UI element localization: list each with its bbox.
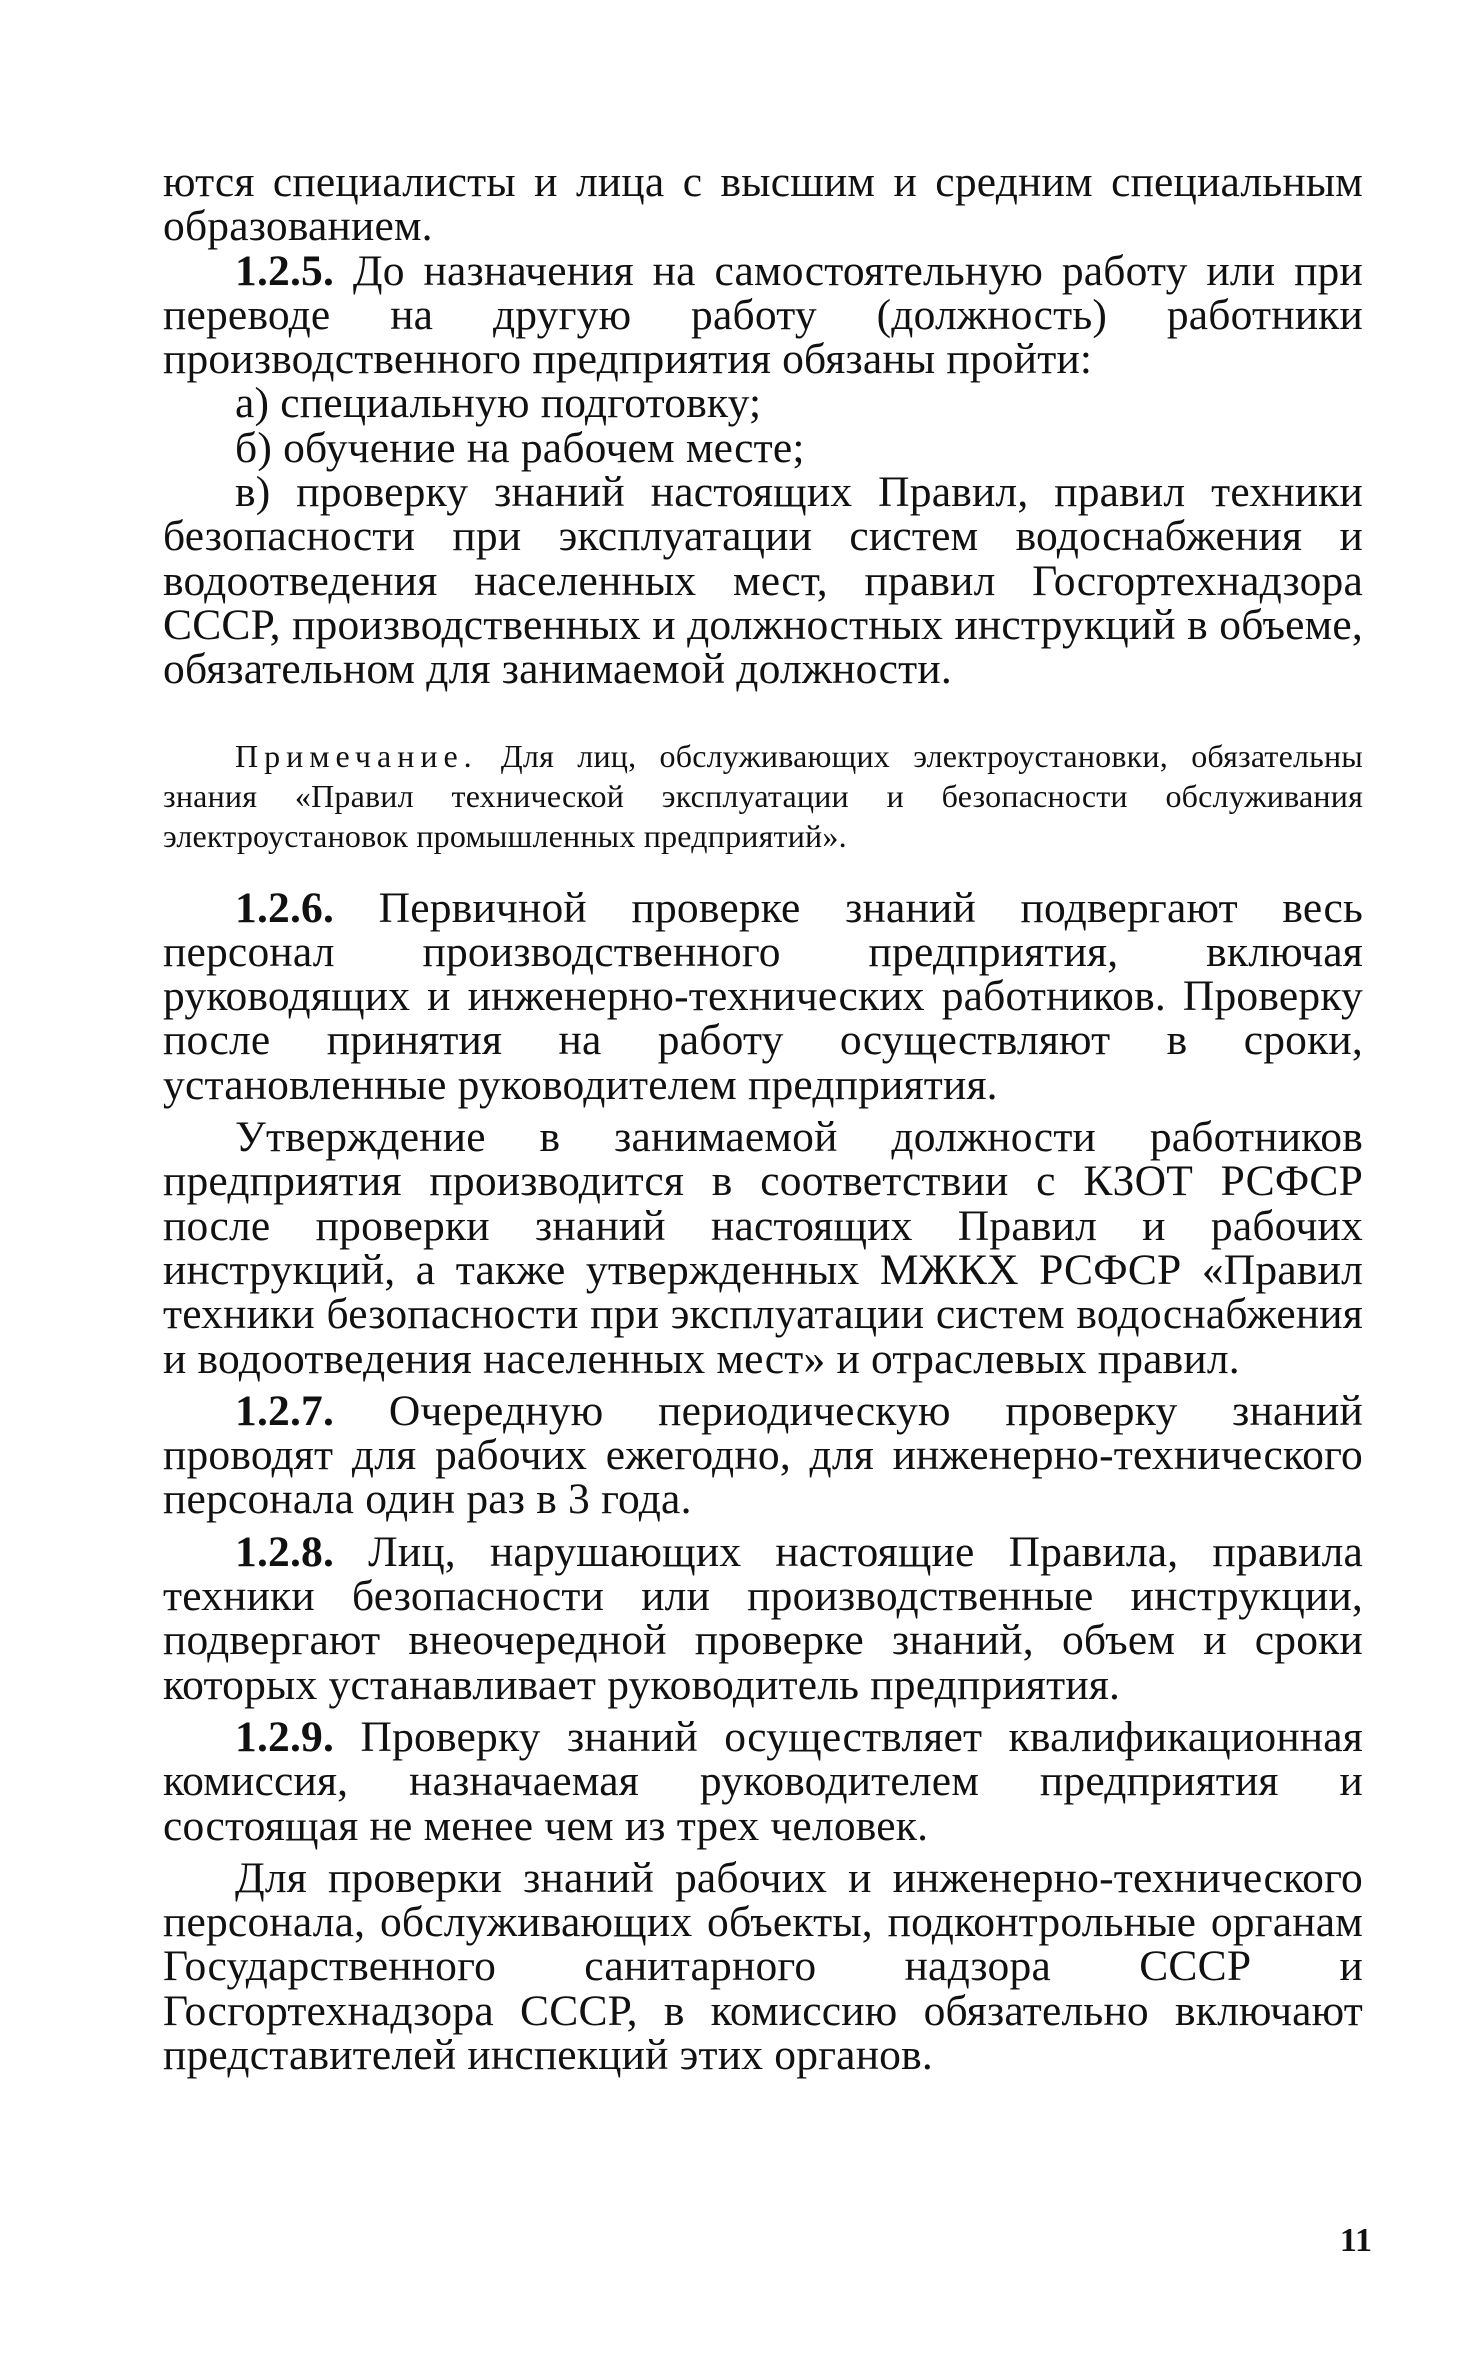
paragraph-commission: Для проверки знаний рабочих и инженерно-технического персонала, обслуживающих объекты, подконтрольные органам Государственного санитарного надзора СССР и Госгортехнадзора СССР, в комиссию обязательно включают представителей инспекций этих органов. (163, 1853, 1363, 2079)
paragraph-text: Проверку знаний осуществляет квалификационная комиссия, назначаемая руководителем предприятия и состоящая не менее чем из трех человек. (163, 1712, 1363, 1850)
section-number: 1.2.5. (235, 246, 335, 295)
paragraph-approval: Утверждение в занимаемой должности работников предприятия производится в соответствии с КЗОТ РСФСР после проверки знаний настоящих Правил и рабочих инструкций, а также утвержденных МЖКХ РСФСР «Правил техники безопасности при эксплуатации систем водоснабжения и водоотведения населенных мест» и отраслевых правил. (163, 1113, 1363, 1383)
section-number: 1.2.7. (235, 1386, 335, 1435)
paragraph-text: До назначения на самостоятельную работу или при переводе на другую работу (должность) работники производственного предприятия обязаны пройти: (163, 246, 1363, 384)
list-item-c: в) проверку знаний настоящих Правил, правил техники безопасности при эксплуатации систем водоснабжения и водоотведения населенных мест, правил Госгортехнадзора СССР, производственных и должностных инструкций в объеме, обязательном для занимаемой должности. (163, 468, 1363, 694)
paragraph-1-2-9 (163, 1712, 1363, 1850)
page-number: 11 (1339, 2222, 1372, 2259)
note-label: Примечание. (235, 737, 478, 774)
section-number: 1.2.6. (235, 883, 335, 932)
list-item-b: б) обучение на рабочем месте; (235, 423, 805, 472)
page-body (163, 160, 1363, 2077)
paragraph-1-2-8 (163, 1527, 1363, 1709)
section-number: 1.2.8. (235, 1527, 335, 1576)
section-number: 1.2.9. (235, 1712, 335, 1761)
paragraph-1-2-5 (163, 246, 1363, 384)
paragraph-1-2-7 (163, 1386, 1363, 1524)
paragraph-text: Очередную периодическую проверку знаний проводят для рабочих ежегодно, для инженерно-технического персонала один раз в 3 года. (163, 1386, 1363, 1524)
list-item-a: а) специальную подготовку; (235, 379, 762, 428)
paragraph-continuation: ются специалисты и лица с высшим и средним специальным образованием. (163, 158, 1363, 251)
paragraph-text: Первичной проверке знаний подвергают весь персонал производственного предприятия, включая руководящих и инженерно-технических работников. Проверку после принятия на работу осуществляют в сроки, установленные руководителем предприятия. (163, 883, 1363, 1109)
note-text: Для лиц, обслуживающих электроустановки, обязательны знания «Правил технической эксплуатации и безопасности обслуживания электроустановок промышленных предприятий». (163, 737, 1363, 854)
note-block (163, 736, 1363, 856)
paragraph-1-2-6 (163, 883, 1363, 1109)
paragraph-text: Лиц, нарушающих настоящие Правила, правила техники безопасности или производственные инструкции, подвергают внеочередной проверке знаний, объем и сроки которых устанавливает руководитель предприятия. (163, 1527, 1363, 1709)
